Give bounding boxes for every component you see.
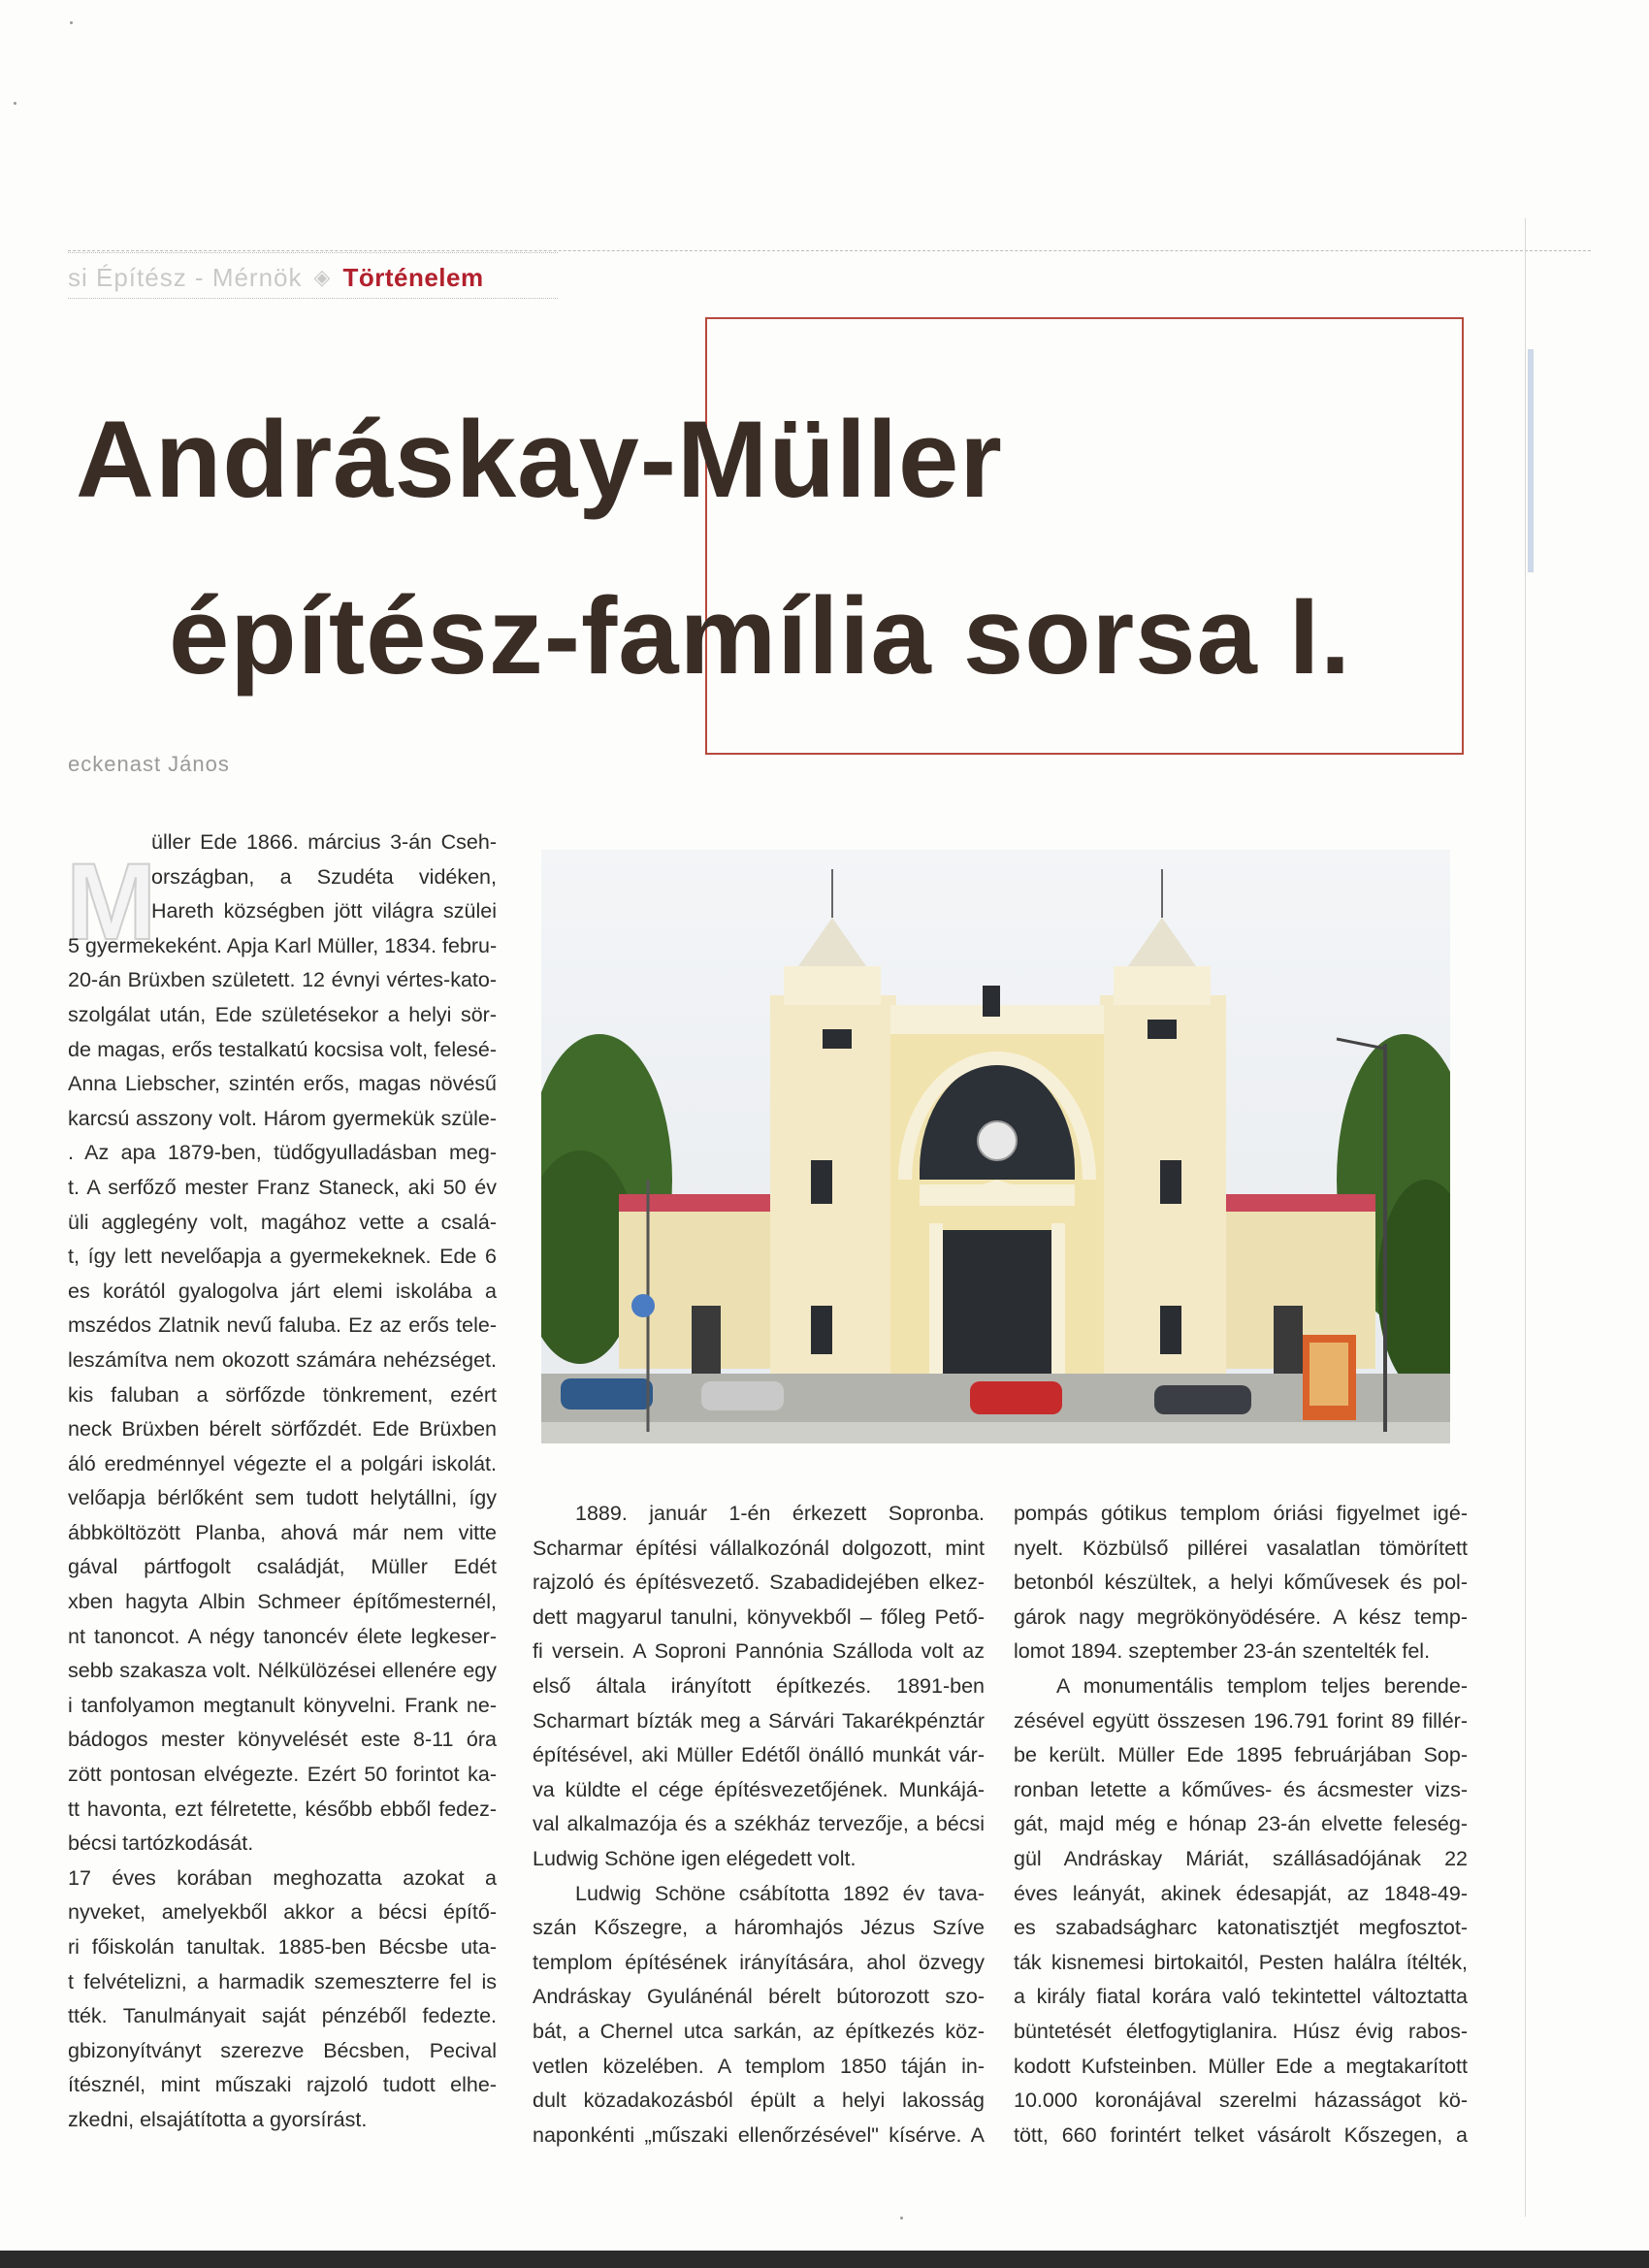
text-line: naponkénti „műszaki ellenőrzésével" kísérve. A	[533, 2122, 985, 2147]
text-line: bádogos mester könyvelését este 8-11 óra	[68, 1728, 497, 1752]
text-line: szolgálat után, Ede születésekor a helyi sör-	[68, 1002, 497, 1026]
text-line: mszédos Zlatnik nevű faluba. Ez az erős tele-	[68, 1313, 497, 1338]
text-line: templom építésének irányítására, ahol özvegy	[533, 1950, 985, 1974]
article-title-line-2: építész-família sorsa I.	[169, 575, 1352, 697]
text-line: vetlen közelében. A templom 1850 táján in-	[533, 2054, 985, 2078]
text-line: rajzoló és építésvezető. Szabadidejében elkez-	[533, 1571, 985, 1595]
text-line: 1889. január 1-én érkezett Sopronba.	[575, 1502, 985, 1525]
scan-mark	[1528, 349, 1534, 572]
text-line: büntetését életfogytiglanira. Húsz évig rabos-	[1014, 2019, 1468, 2043]
text-line: velőapja bérlőként sem tudott helytállni, így	[68, 1486, 497, 1510]
text-line: . Az apa 1879-ben, tüdőgyulladásban meg-	[68, 1141, 497, 1165]
text-line: 17 éves korában meghozatta azokat a	[68, 1865, 497, 1890]
text-line: dult közadakozásból épült a helyi lakosság	[533, 2089, 985, 2113]
text-line: 5 gyermekeként. Apja Karl Müller, 1834. febru-	[68, 933, 497, 957]
running-header	[68, 260, 484, 295]
text-line: ronban letette a kőműves- és ácsmester vizs-	[1014, 1777, 1468, 1801]
text-line: Ludwig Schöne igen elégedett volt.	[533, 1846, 857, 1870]
text-line: Andráskay Gyulánénál bérelt bútorozott szo-	[533, 1985, 985, 2009]
text-line: gával pártfogolt családját, Müller Edét	[68, 1555, 497, 1579]
text-line: zésével együtt összesen 196.791 forint 89 fillér-	[1014, 1708, 1468, 1733]
text-line: neck Brüxben bérelt sörfőzdét. Ede Brüxben	[68, 1417, 497, 1442]
text-line: nt tanoncot. A négy tanoncév élete legkeser-	[68, 1624, 497, 1648]
scan-speck	[14, 102, 16, 105]
text-line: áló eredménnyel végezte el a polgári iskolát.	[68, 1451, 497, 1475]
diamond-icon: ◈	[313, 265, 332, 289]
text-line: első általa irányított építkezés. 1891-ben	[533, 1673, 985, 1698]
text-line: nyveket, amelyekből akkor a bécsi építő-	[68, 1900, 497, 1925]
railway-station-photo	[541, 850, 1450, 1443]
scan-speck	[70, 21, 73, 24]
text-line: országban, a Szudéta vidéken,	[151, 864, 497, 889]
text-line: be került. Müller Ede 1895 februárjában Sop-	[1014, 1743, 1468, 1767]
text-line: t. A serfőző mester Franz Staneck, aki 50 év	[68, 1175, 497, 1199]
text-line: fi versein. A Soproni Pannónia Szálloda volt az	[533, 1639, 985, 1664]
text-line: a király fiatal korára való tekintettel változtatta	[1014, 1985, 1468, 2009]
text-line: sebb szakasza volt. Nélkülözései ellenére egy	[68, 1659, 497, 1683]
text-column-left	[68, 826, 497, 2138]
header-rule	[68, 252, 558, 253]
scan-border	[0, 2251, 1649, 2268]
text-line: kodott Kufsteinben. Müller Ede a megtakarított	[1014, 2054, 1468, 2078]
text-line: építésével, aki Müller Edétől önálló munkát vár-	[533, 1743, 985, 1767]
text-line: Scharmart bízták meg a Sárvári Takarékpénztár	[533, 1708, 985, 1733]
text-line: bécsi tartózkodását.	[68, 1831, 254, 1856]
text-line: Ludwig Schöne csábította 1892 év tava-	[575, 1881, 985, 1905]
text-line: es korától gyalogolva járt elemi iskolába a	[68, 1279, 497, 1303]
article-title-line-1: Andráskay-Müller	[76, 399, 1003, 520]
drop-cap: M	[66, 841, 157, 962]
text-line: de magas, erős testalkatú kocsisa volt, felesé-	[68, 1037, 497, 1061]
text-line: tött, 660 forintért telket vásárolt Kőszegen, a	[1014, 2122, 1468, 2147]
text-column-right	[1014, 1497, 1468, 2153]
text-line: es szabadságharc katonatisztjét megfosztot-	[1014, 1916, 1468, 1940]
text-line: tték. Tanulmányait saját pénzéből fedezte.	[68, 2004, 497, 2028]
text-line: zött pontosan elvégezte. Ezért 50 forintot ka-	[68, 1763, 497, 1787]
scan-speck	[900, 2217, 903, 2219]
text-line: xben hagyta Albin Schmeer építőmesternél,	[68, 1590, 497, 1614]
text-line: va küldte el cége építésvezetőjének. Munkájá-	[533, 1777, 985, 1801]
text-line: t felvételizni, a harmadik szemeszterre fel is	[68, 1969, 497, 1993]
text-line: Scharmar építési vállalkozónál dolgozott, mint	[533, 1536, 985, 1560]
text-line: gbizonyítványt szerezve Bécsben, Pecival	[68, 2038, 497, 2062]
text-line: zkedni, elsajátította a gyorsírást.	[68, 2107, 368, 2131]
text-column-middle	[533, 1497, 985, 2153]
text-line: szán Kőszegre, a háromhajós Jézus Szíve	[533, 1916, 985, 1940]
text-line: ták kisnemesi birtokaitól, Pesten halálra ítélték,	[1014, 1950, 1468, 1974]
text-line: nyelt. Közbülső pillérei vasalatlan tömörített	[1014, 1536, 1468, 1560]
text-line: gül Andráskay Máriát, szállásadójának 22	[1014, 1846, 1468, 1870]
text-line: kis faluban a sörfőzde tönkrement, ezért	[68, 1382, 497, 1407]
text-line: karcsú asszony volt. Három gyermekük szüle-	[68, 1106, 497, 1130]
section-name: Történelem	[342, 262, 484, 292]
text-line: leszámítva nem okozott számára nehézséget.	[68, 1347, 497, 1372]
text-line: 20-án Brüxben született. 12 évnyi vértes-kato-	[68, 968, 497, 992]
author-byline: eckenast János	[68, 752, 230, 776]
magazine-name: si Építész - Mérnök	[68, 262, 303, 292]
text-line: üli agglegény volt, magához vette a csalá-	[68, 1210, 497, 1234]
text-line: i tanfolyamon megtanult könyvelni. Frank ne-	[68, 1693, 497, 1717]
text-line: ábbköltözött Planba, ahová már nem vitte	[68, 1520, 497, 1544]
text-line: gárok nagy megrökönyödésére. A kész temp-	[1014, 1604, 1468, 1629]
scan-edge	[68, 250, 1591, 251]
text-line: betonból készültek, a helyi kőművesek és pol-	[1014, 1571, 1468, 1595]
text-line: A monumentális templom teljes berende-	[1056, 1673, 1468, 1698]
page-edge	[1525, 218, 1526, 2217]
text-line: ri főiskolán tanultak. 1885-ben Bécsbe uta-	[68, 1935, 497, 1959]
text-line: t, így lett nevelőapja a gyermekeknek. Ede 6	[68, 1245, 497, 1269]
text-line: 10.000 koronájával szerelmi házasságot kö-	[1014, 2089, 1468, 2113]
text-line: dett magyarul tanulni, könyvekből – főleg Pető-	[533, 1604, 985, 1629]
text-line: Anna Liebscher, szintén erős, magas növésű	[68, 1072, 497, 1096]
text-line: tt havonta, ezt félretette, később ebből fedez-	[68, 1797, 497, 1821]
header-rule	[68, 298, 558, 299]
text-line: ítésznél, mint műszaki rajzoló tudott elhe-	[68, 2073, 497, 2097]
text-line: gát, majd még e hónap 23-án elvette feleség-	[1014, 1812, 1468, 1836]
text-line: lomot 1894. szeptember 23-án szentelték fel.	[1014, 1639, 1431, 1664]
text-line: bát, a Chernel utca sarkán, az építkezés köz-	[533, 2019, 985, 2043]
text-line: éves leányát, akinek édesapját, az 1848-49-	[1014, 1881, 1468, 1905]
text-line: Hareth községben jött világra szülei	[151, 899, 497, 923]
text-line: üller Ede 1866. március 3-án Cseh-	[151, 830, 497, 854]
text-line: val alkalmazója és a székház tervezője, a bécsi	[533, 1812, 985, 1836]
text-line: pompás gótikus templom óriási figyelmet igé-	[1014, 1502, 1468, 1525]
